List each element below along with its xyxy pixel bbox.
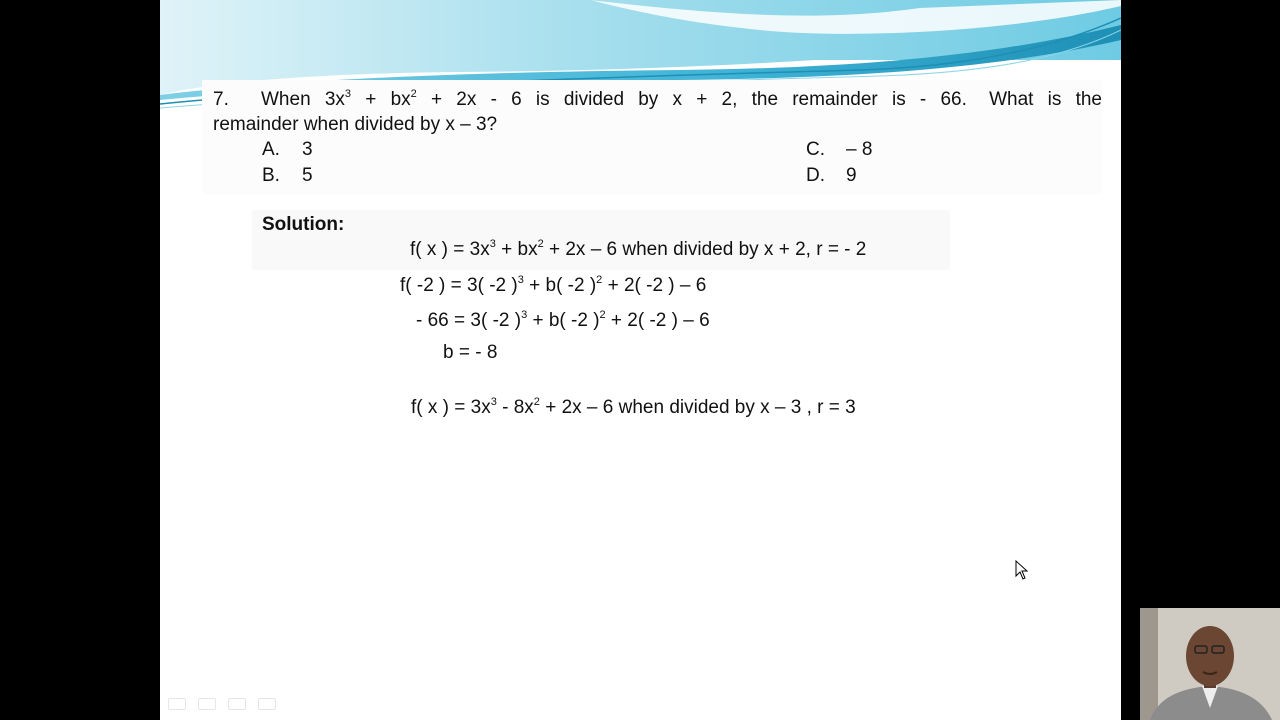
q-word: 2x (456, 89, 477, 110)
solution-heading: Solution: (262, 214, 345, 235)
q-word: the (1075, 89, 1102, 110)
choice-a-letter: A. (262, 139, 280, 160)
q-word: remainder (792, 89, 878, 110)
choice-d-value: 9 (846, 165, 857, 186)
presentation-slide (160, 0, 1121, 720)
q-word: 66. (940, 89, 967, 110)
question-number: 7. (213, 89, 229, 110)
q-word: - (490, 89, 497, 110)
presenter-webcam (1140, 608, 1280, 720)
q-word: When (261, 89, 311, 110)
q-word: 2, (721, 89, 738, 110)
solution-line-4: b = - 8 (443, 342, 498, 363)
solution-line-5: f( x ) = $3x^3 - 8x^2 + 2x - 6$ when divided by x – 3 , r = 3 (411, 396, 856, 418)
question-line-2: remainder when divided by x – 3? (213, 114, 498, 135)
q-word: What (989, 89, 1034, 110)
solution-line-2: f( -2 ) = 3( -2 )$^3$ + b( -2 )$^2$ + 2( -2 ) – 6 (400, 274, 707, 296)
slide-nav-back-icon[interactable] (168, 698, 186, 710)
q-word: is (1047, 89, 1062, 110)
q-term-bx2: $bx^2$ (390, 88, 417, 110)
q-word: + (365, 89, 377, 110)
choice-a-value: 3 (302, 139, 313, 160)
slide-nav-forward-icon[interactable] (258, 698, 276, 710)
q-word: 6 (511, 89, 522, 110)
solution-line-3: - 66 = 3( -2 )$^3$ + b( -2 )$^2$ + 2( -2 ) – 6 (416, 309, 710, 331)
solution-line-1: f( x ) = $3x^3 + bx^2 + 2x - 6$ when divided by x + 2, r = - 2 (410, 238, 867, 260)
mouse-pointer-icon (1015, 560, 1029, 580)
q-word: by (638, 89, 659, 110)
q-word: the (751, 89, 779, 110)
choice-c-value: – 8 (846, 139, 873, 160)
q-word: is (535, 89, 550, 110)
choice-b-value: 5 (302, 165, 313, 186)
q-word: + (696, 89, 708, 110)
choice-d-letter: D. (806, 165, 825, 186)
presenter-video (1140, 608, 1280, 720)
q-word: + (430, 89, 443, 110)
q-word: - (919, 89, 927, 110)
q-term-3x3: $3x^3$ (324, 88, 352, 110)
q-word: is (891, 89, 906, 110)
choice-c-letter: C. (806, 139, 825, 160)
choice-b-letter: B. (262, 165, 280, 186)
slide-navigation (168, 698, 276, 710)
q-word: x (672, 89, 683, 110)
slide-nav-menu-icon[interactable] (228, 698, 246, 710)
slide-nav-pen-icon[interactable] (198, 698, 216, 710)
question-line-1 (261, 89, 1102, 111)
q-word: divided (563, 89, 625, 110)
